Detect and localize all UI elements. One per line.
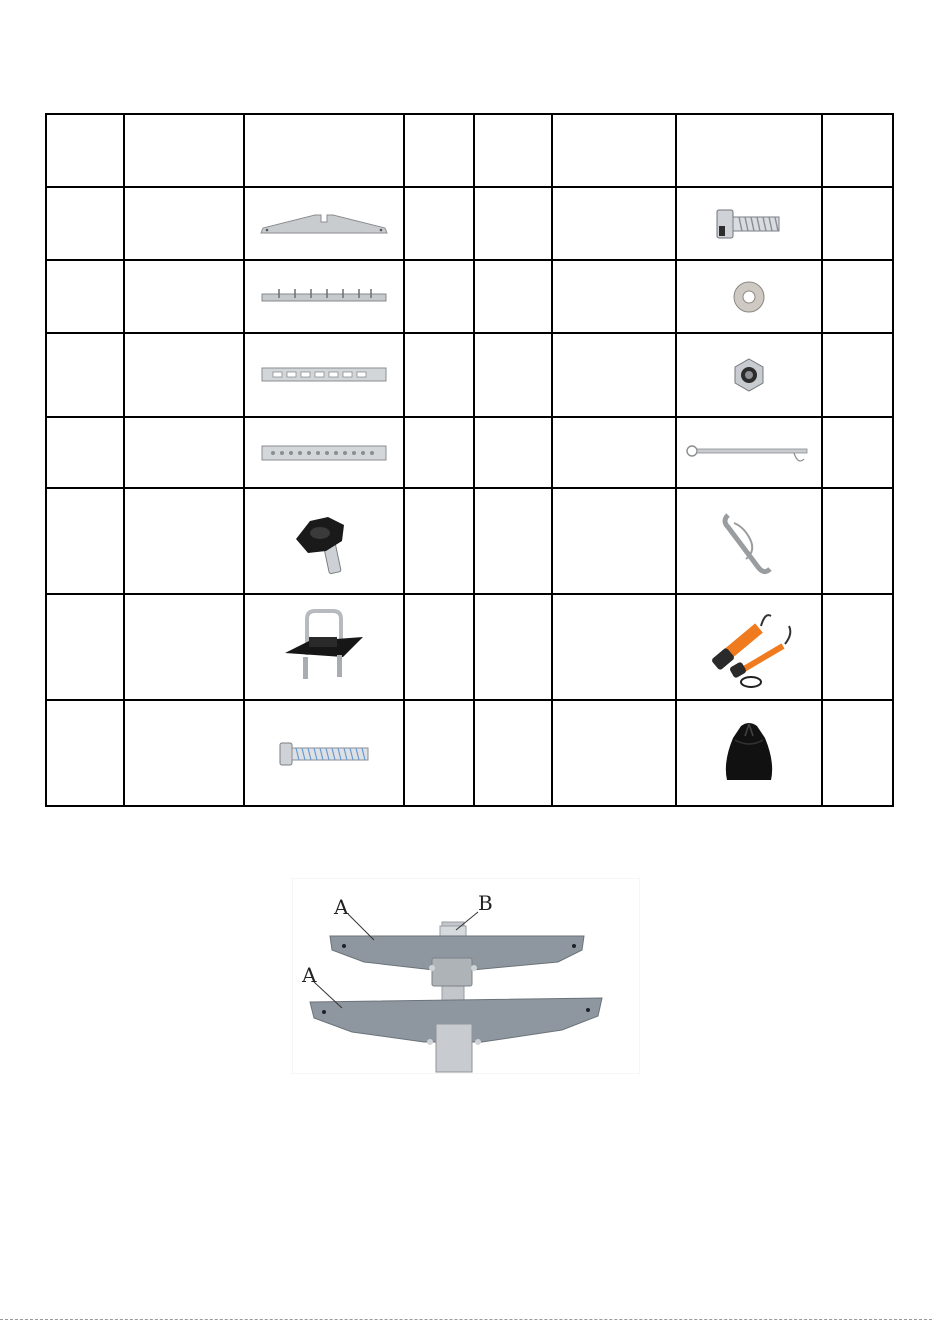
label-a-lower: A [302, 963, 317, 987]
table-cell [46, 594, 124, 700]
table-cell [474, 488, 552, 594]
hitch-pin-icon [684, 438, 814, 468]
header-cell [244, 114, 404, 187]
table-row [46, 700, 893, 806]
table-cell [244, 700, 404, 806]
table-cell [676, 260, 822, 333]
table-cell [46, 700, 124, 806]
slotted-rail-icon [259, 364, 389, 386]
table-cell [124, 333, 244, 417]
table-cell [244, 594, 404, 700]
table-cell [404, 594, 474, 700]
table-cell [822, 488, 893, 594]
table-cell [474, 260, 552, 333]
table-header-row [46, 114, 893, 187]
table-cell [124, 488, 244, 594]
ratchet-strap-icon [699, 602, 799, 692]
table-cell [552, 333, 676, 417]
table-cell [124, 700, 244, 806]
table-cell [404, 333, 474, 417]
perforated-rail-icon [259, 441, 389, 465]
page-bottom-rule [0, 1319, 932, 1320]
table-cell [552, 700, 676, 806]
hex-bolt-icon [711, 202, 787, 246]
table-cell [822, 333, 893, 417]
table-cell [474, 333, 552, 417]
hitch-clamp-icon [279, 607, 369, 687]
table-cell [822, 187, 893, 260]
table-cell [46, 187, 124, 260]
table-cell [822, 417, 893, 488]
header-cell [46, 114, 124, 187]
table-cell [552, 260, 676, 333]
assembly-photo [292, 878, 640, 1074]
table-cell [404, 488, 474, 594]
table-cell [404, 700, 474, 806]
table-cell [676, 333, 822, 417]
table-cell [244, 187, 404, 260]
header-cell [822, 114, 893, 187]
table-cell [552, 187, 676, 260]
table-row [46, 260, 893, 333]
assembly-illustration [292, 878, 640, 1074]
table-cell [46, 488, 124, 594]
table-cell [244, 260, 404, 333]
table-cell [676, 700, 822, 806]
label-b: B [478, 891, 493, 915]
table-cell [676, 187, 822, 260]
long-bolt-icon [276, 733, 372, 773]
washer-icon [727, 275, 771, 319]
table-cell [822, 594, 893, 700]
table-cell [404, 260, 474, 333]
table-cell [676, 488, 822, 594]
drawstring-bag-icon [719, 718, 779, 788]
table-cell [404, 187, 474, 260]
table-cell [552, 488, 676, 594]
table-cell [474, 417, 552, 488]
table-cell [46, 417, 124, 488]
table-cell [676, 594, 822, 700]
table-cell [676, 417, 822, 488]
label-a-upper: A [334, 895, 349, 919]
header-cell [552, 114, 676, 187]
pin-bar-icon [259, 284, 389, 310]
table-cell [124, 260, 244, 333]
table-cell [552, 417, 676, 488]
table-row [46, 417, 893, 488]
header-cell [404, 114, 474, 187]
hairpin-clip-icon [714, 503, 784, 579]
header-cell [124, 114, 244, 187]
table-cell [244, 417, 404, 488]
table-cell [822, 700, 893, 806]
table-row [46, 594, 893, 700]
table-cell [404, 417, 474, 488]
parts-table [45, 113, 894, 807]
table-cell [822, 260, 893, 333]
table-cell [124, 417, 244, 488]
table-row [46, 187, 893, 260]
table-cell [474, 700, 552, 806]
plate-icon [259, 209, 389, 239]
table-cell [124, 187, 244, 260]
table-cell [552, 594, 676, 700]
star-knob-icon [284, 501, 364, 581]
lock-nut-icon [727, 353, 771, 397]
table-cell [46, 260, 124, 333]
table-cell [244, 488, 404, 594]
header-cell [474, 114, 552, 187]
table-row [46, 488, 893, 594]
table-cell [474, 594, 552, 700]
table-cell [124, 594, 244, 700]
header-cell [676, 114, 822, 187]
table-cell [474, 187, 552, 260]
table-row [46, 333, 893, 417]
table-cell [244, 333, 404, 417]
table-cell [46, 333, 124, 417]
